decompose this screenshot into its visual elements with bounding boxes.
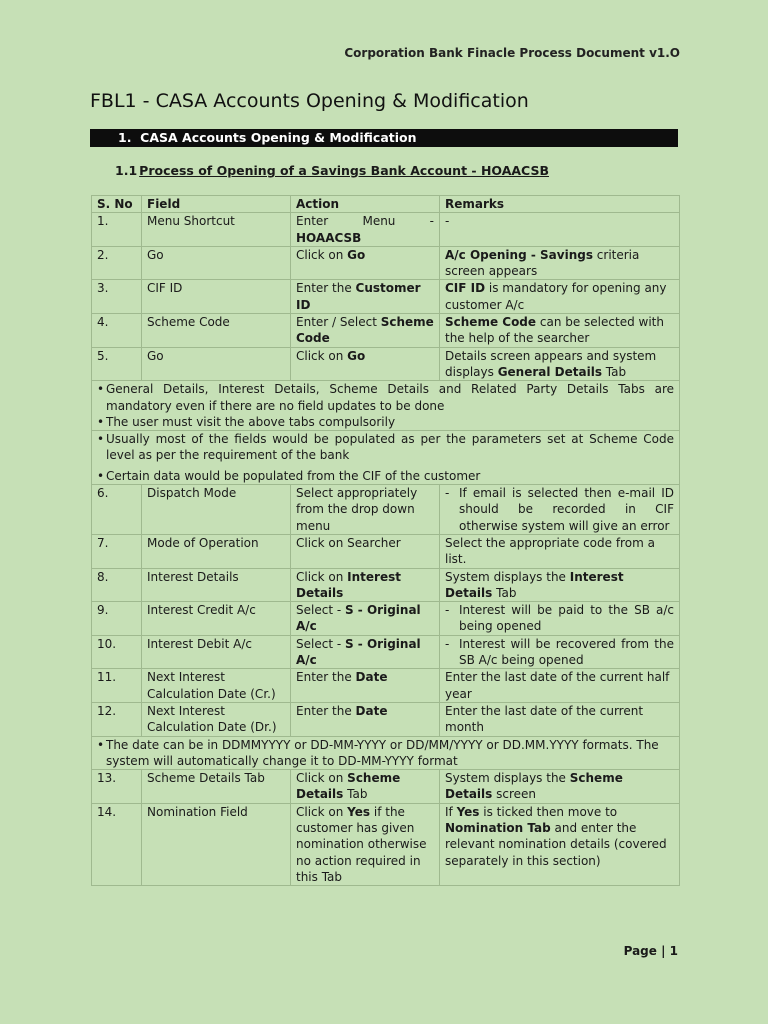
remarks-text: If email is selected then e-mail ID should be recorded in CIF otherwise system will give an error xyxy=(459,486,674,533)
action-bold: Scheme Code xyxy=(296,315,434,346)
remarks-text: Tab xyxy=(492,585,517,600)
row-remarks xyxy=(440,568,680,602)
action-text: Click on xyxy=(296,348,348,363)
action-text: Click on xyxy=(296,804,348,819)
header-sno: S. No xyxy=(92,196,142,213)
process-table xyxy=(91,195,680,886)
dash-icon: - xyxy=(445,603,450,618)
action-bold: Yes xyxy=(347,804,371,819)
table-row xyxy=(92,669,680,703)
row-field: Next Interest Calculation Date (Cr.) xyxy=(142,669,291,703)
row-action xyxy=(291,803,440,885)
remarks-text: System displays the xyxy=(445,771,570,786)
subsection-number: 1.1 xyxy=(115,163,138,178)
action-text: Click on xyxy=(296,771,348,786)
note-text: Certain data would be populated from the CIF of the customer xyxy=(106,468,481,483)
action-bold: Go xyxy=(347,348,366,363)
action-text: Select - xyxy=(296,603,345,618)
row-remarks xyxy=(440,602,680,636)
action-bold: HOAACSB xyxy=(296,230,362,245)
row-sno: 9. xyxy=(92,602,142,636)
action-text: Click on xyxy=(296,569,348,584)
note-bullet xyxy=(97,468,674,484)
remarks-text: is ticked then move to xyxy=(479,804,618,819)
action-bold: Customer ID xyxy=(296,281,421,312)
row-action xyxy=(291,669,440,703)
action-text: Enter the xyxy=(296,281,356,296)
subsection-heading xyxy=(115,163,549,178)
row-remarks xyxy=(440,803,680,885)
row-sno: 4. xyxy=(92,314,142,348)
remarks-text: can be selected with the help of the searcher xyxy=(445,315,664,346)
row-remarks: - xyxy=(440,213,680,247)
row-action xyxy=(291,702,440,736)
header-field: Field xyxy=(142,196,291,213)
row-field: Dispatch Mode xyxy=(142,485,291,535)
note-row xyxy=(92,381,680,431)
table-row xyxy=(92,534,680,568)
row-action: Select appropriately from the drop down menu xyxy=(291,485,440,535)
table-row xyxy=(92,602,680,636)
note-bullet xyxy=(97,431,674,464)
row-sno: 12. xyxy=(92,702,142,736)
row-remarks xyxy=(440,280,680,314)
table-header-row xyxy=(92,196,680,213)
row-action xyxy=(291,314,440,348)
remarks-text: Tab xyxy=(601,364,627,379)
action-bold: S - Original A/c xyxy=(296,636,421,668)
remarks-text: is mandatory for opening any customer A/c xyxy=(445,281,667,312)
row-action xyxy=(291,347,440,381)
table-row xyxy=(92,246,680,280)
table-row xyxy=(92,314,680,348)
page-number: Page | 1 xyxy=(623,944,678,958)
table-row xyxy=(92,568,680,602)
header-action: Action xyxy=(291,196,440,213)
row-remarks: Enter the last date of the current month xyxy=(440,702,680,736)
row-field: Go xyxy=(142,246,291,280)
bullet-icon: • xyxy=(97,432,105,447)
row-remarks: Enter the last date of the current half year xyxy=(440,669,680,703)
section-heading-bar xyxy=(90,129,678,147)
action-bold: Date xyxy=(355,670,388,685)
row-sno: 1. xyxy=(92,213,142,247)
action-bold: Date xyxy=(355,703,388,718)
row-remarks xyxy=(440,314,680,348)
row-field: Interest Debit A/c xyxy=(142,635,291,669)
note-text: Usually most of the fields would be populated as per the parameters set at Scheme Code level as per the requirement of the bank xyxy=(106,432,674,463)
action-text: Enter / Select xyxy=(296,315,381,330)
action-text: Enter the xyxy=(296,670,356,685)
remarks-text: Interest will be paid to the SB a/c being opened xyxy=(459,603,674,634)
remarks-bold: CIF ID xyxy=(445,281,486,296)
bullet-icon: • xyxy=(97,382,105,397)
remarks-bold: A/c Opening - Savings xyxy=(445,247,593,262)
row-sno: 10. xyxy=(92,635,142,669)
action-text: Select - xyxy=(296,636,345,651)
table-row xyxy=(92,485,680,535)
section-number: 1. xyxy=(118,130,132,145)
row-field: Go xyxy=(142,347,291,381)
dash-icon: - xyxy=(445,636,450,651)
table-row xyxy=(92,803,680,885)
action-text: if the customer has given nomination otherwise no action required in this Tab xyxy=(296,804,427,884)
remarks-bold: General Details xyxy=(497,364,602,379)
remarks-bold: Nomination Tab xyxy=(445,820,551,835)
row-field: Interest Credit A/c xyxy=(142,602,291,636)
row-field: CIF ID xyxy=(142,280,291,314)
note-text: The user must visit the above tabs compulsorily xyxy=(106,414,396,429)
row-sno: 14. xyxy=(92,803,142,885)
row-action: Click on Searcher xyxy=(291,534,440,568)
note-cell xyxy=(92,381,680,431)
action-text: Enter Menu - xyxy=(296,214,434,229)
row-remarks xyxy=(440,246,680,280)
remarks-bold: Yes xyxy=(456,804,480,819)
row-sno: 3. xyxy=(92,280,142,314)
table-row xyxy=(92,635,680,669)
action-text: Tab xyxy=(343,787,368,802)
action-bold: Scheme Details xyxy=(296,771,401,802)
remarks-text: screen xyxy=(492,787,537,802)
note-cell xyxy=(92,431,680,485)
remarks-text: and enter the relevant nomination details (covered separately in this section) xyxy=(445,820,667,868)
row-action xyxy=(291,568,440,602)
row-remarks xyxy=(440,770,680,804)
remarks-bold: Scheme Code xyxy=(445,315,537,330)
header-remarks: Remarks xyxy=(440,196,680,213)
table-row xyxy=(92,280,680,314)
row-sno: 7. xyxy=(92,534,142,568)
row-action xyxy=(291,635,440,669)
remarks-text: Details screen appears and system displays xyxy=(445,348,657,379)
row-field: Mode of Operation xyxy=(142,534,291,568)
row-field: Menu Shortcut xyxy=(142,213,291,247)
note-bullet xyxy=(97,381,674,414)
row-sno: 8. xyxy=(92,568,142,602)
note-bullet xyxy=(97,737,674,770)
remarks-bold: Scheme Details xyxy=(445,771,623,802)
table-row xyxy=(92,702,680,736)
row-field: Next Interest Calculation Date (Dr.) xyxy=(142,702,291,736)
row-remarks: Select the appropriate code from a list. xyxy=(440,534,680,568)
remarks-text: criteria screen appears xyxy=(445,247,640,279)
note-row xyxy=(92,736,680,770)
table-row xyxy=(92,213,680,247)
note-text: General Details, Interest Details, Scheme Details and Related Party Details Tabs are mandatory even if there are no field updates to be done xyxy=(106,382,674,413)
action-bold: S - Original A/c xyxy=(296,603,421,634)
row-action xyxy=(291,770,440,804)
row-sno: 6. xyxy=(92,485,142,535)
row-action xyxy=(291,602,440,636)
note-bullet xyxy=(97,414,674,430)
row-sno: 5. xyxy=(92,347,142,381)
dash-icon: - xyxy=(445,486,450,501)
row-sno: 13. xyxy=(92,770,142,804)
row-sno: 11. xyxy=(92,669,142,703)
note-row xyxy=(92,431,680,485)
remarks-text: If xyxy=(445,804,457,819)
action-text: Enter the xyxy=(296,703,356,718)
subsection-label: Process of Opening of a Savings Bank Account - HOAACSB xyxy=(139,163,549,178)
section-label: CASA Accounts Opening & Modification xyxy=(140,130,417,145)
note-text: The date can be in DDMMYYYY or DD-MM-YYYY or DD/MM/YYYY or DD.MM.YYYY formats. The system will automatically change it to DD-MM-YYYY format xyxy=(106,737,659,768)
bullet-icon: • xyxy=(97,414,105,429)
row-remarks xyxy=(440,347,680,381)
row-field: Scheme Details Tab xyxy=(142,770,291,804)
page-title: FBL1 - CASA Accounts Opening & Modification xyxy=(90,90,529,112)
remarks-bold: Interest Details xyxy=(445,569,624,600)
row-remarks xyxy=(440,485,680,535)
note-cell xyxy=(92,736,680,770)
bullet-icon: • xyxy=(97,468,105,483)
bullet-icon: • xyxy=(97,737,105,752)
row-field: Nomination Field xyxy=(142,803,291,885)
remarks-text: Interest will be recovered from the SB A/c being opened xyxy=(459,636,674,668)
row-field: Scheme Code xyxy=(142,314,291,348)
row-remarks xyxy=(440,635,680,669)
row-action xyxy=(291,213,440,247)
action-bold: Go xyxy=(347,247,366,262)
row-action xyxy=(291,246,440,280)
row-field: Interest Details xyxy=(142,568,291,602)
table-row xyxy=(92,770,680,804)
remarks-text: System displays the xyxy=(445,569,570,584)
action-bold: Interest Details xyxy=(296,569,401,600)
document-reference: Corporation Bank Finacle Process Document v1.O xyxy=(344,46,680,60)
action-text: Click on xyxy=(296,247,348,262)
table-row xyxy=(92,347,680,381)
row-sno: 2. xyxy=(92,246,142,280)
row-action xyxy=(291,280,440,314)
